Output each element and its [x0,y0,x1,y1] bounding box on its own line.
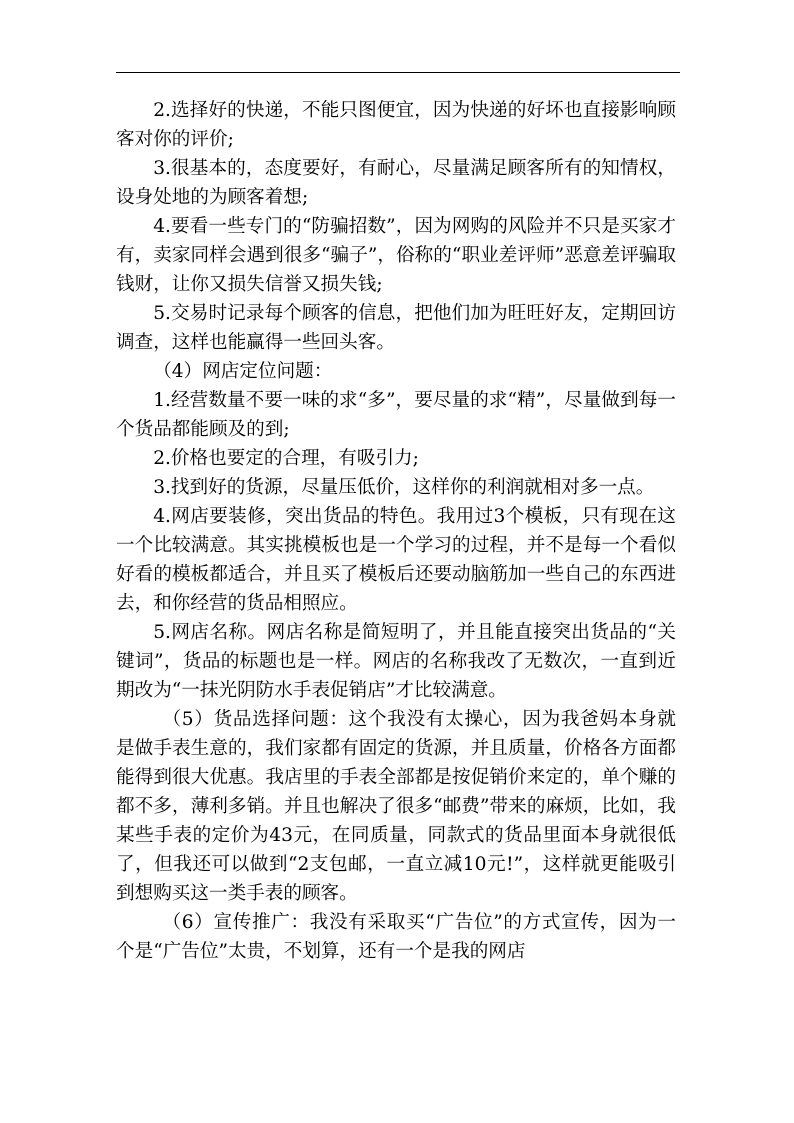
paragraph-customer-records: 5.交易时记录每个顾客的信息，把他们加为旺旺好友，定期回访调查，这样也能赢得一些回头客。 [116,303,676,353]
header-rule [116,72,680,73]
paragraph-express-choice: 2.选择好的快递，不能只图便宜，因为快递的好坏也直接影响顾客对你的评价; [116,100,676,150]
paragraph-shop-name: 5.网店名称。网店名称是简短明了，并且能直接突出货品的“关键词”，货品的标题也是一样。网店的名称我改了无数次，一直到近期改为“一抹光阴防水手表促销店”才比较满意。 [116,622,676,701]
paragraph-anti-fraud: 4.要看一些专门的“防骗招数”，因为网购的风险并不只是买家才有，卖家同样会遇到很多“骗子”，俗称的“职业差评师”恶意差评骗取钱财，让你又损失信誉又损失钱; [116,216,676,295]
paragraph-pricing: 2.价格也要定的合理，有吸引力; [153,448,419,469]
document-body [116,96,676,966]
paragraph-supply: 3.找到好的货源，尽量压低价，这样你的利润就相对多一点。 [153,477,655,498]
paragraph-quantity: 1.经营数量不要一味的求“多”，要尽量的求“精”，尽量做到每一个货品都能顾及的到; [116,390,676,440]
section-heading-shop-positioning: （4）网店定位问题： [153,361,333,382]
paragraph-product-selection: （5）货品选择问题：这个我没有太操心，因为我爸妈本身就是做手表生意的，我们家都有固定的货源，并且质量，价格各方面都能得到很大优惠。我店里的手表全部都是按促销价来定的，单个赚的都不多，薄利多销。并且也解决了很多“邮费”带来的麻烦，比如，我某些手表的定价为43元，在同质量，同款式的货品里面本身就很低了，但我还可以做到“2支包邮，一直立减10元!”，这样就更能吸引到想购买这一类手表的顾客。 [116,709,676,904]
paragraph-promotion: （6）宣传推广：我没有采取买“广告位”的方式宣传，因为一个是“广告位”太贵，不划算，还有一个是我的网店 [116,912,676,962]
paragraph-decoration: 4.网店要装修，突出货品的特色。我用过3个模板，只有现在这一个比较满意。其实挑模板也是一个学习的过程，并不是每一个看似好看的模板都适合，并且买了模板后还要动脑筋加一些自己的东西进去，和你经营的货品相照应。 [116,506,676,614]
paragraph-attitude: 3.很基本的，态度要好，有耐心，尽量满足顾客所有的知情权，设身处地的为顾客着想; [116,158,676,208]
